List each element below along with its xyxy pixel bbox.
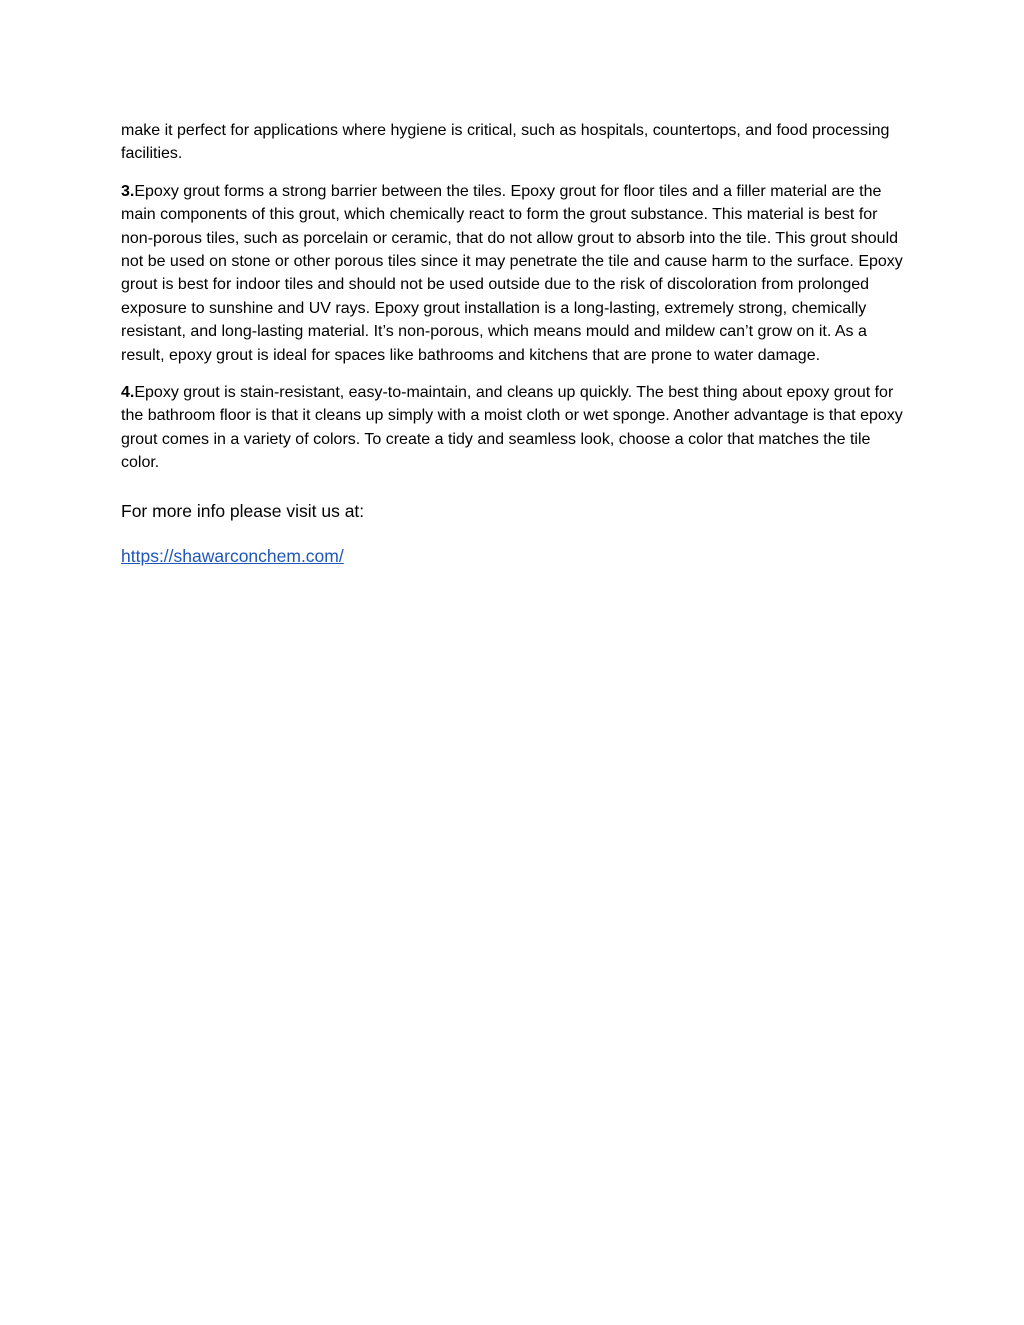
more-info-text: For more info please visit us at:: [121, 500, 365, 521]
point-3-number: 3.: [121, 182, 135, 200]
website-link[interactable]: https://shawarconchem.com/: [121, 545, 344, 566]
page-content: [121, 119, 911, 568]
point-4-number: 4.: [121, 384, 135, 402]
point-4-paragraph: [121, 381, 911, 475]
point-3-paragraph: [121, 180, 911, 367]
point-3-text: Epoxy grout forms a strong barrier between the tiles. Epoxy grout for floor tiles and a filler material are the main components of this grout, which chemically react to form the grout substance. This material is best for non-porous tiles, such as porcelain or ceramic, that do not allow grout to absorb into the tile. This grout should not be used on stone or other porous tiles since it may penetrate the tile and cause harm to the surface. Epoxy grout is best for indoor tiles and should not be used outside due to the risk of discoloration from prolonged exposure to sunshine and UV rays. Epoxy grout installation is a long-lasting, extremely strong, chemically resistant, and long-lasting material. It’s non-porous, which means mould and mildew can’t grow on it. As a result, epoxy grout is ideal for spaces like bathrooms and kitchens that are prone to water damage.: [121, 182, 903, 364]
intro-paragraph: make it perfect for applications where hygiene is critical, such as hospitals, countertops, and food processing facilities.: [121, 122, 890, 163]
point-4-text: Epoxy grout is stain-resistant, easy-to-maintain, and cleans up quickly. The best thing about epoxy grout for the bathroom floor is that it cleans up simply with a moist cloth or wet sponge. Another advantage is that epoxy grout comes in a variety of colors. To create a tidy and seamless look, choose a color that matches the tile color.: [121, 384, 903, 472]
